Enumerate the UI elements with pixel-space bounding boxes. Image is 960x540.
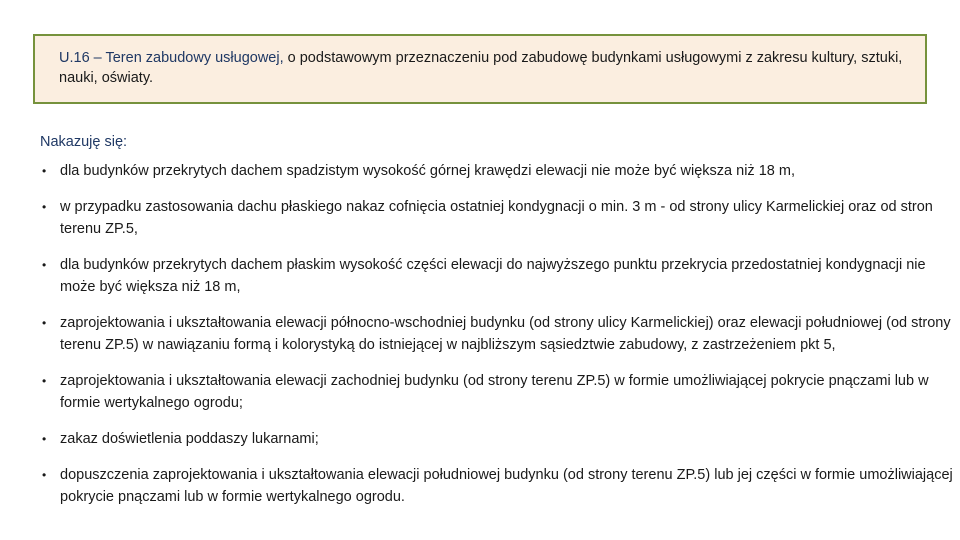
bullet-icon: • <box>42 432 47 446</box>
list-item-text: dla budynków przekrytych dachem spadzistym wysokość górnej krawędzi elewacji nie może być większa niż 18 m, <box>60 163 795 179</box>
list-item <box>40 160 955 182</box>
section-heading: Nakazuję się: <box>40 134 128 150</box>
bullet-icon: • <box>42 164 47 178</box>
zone-description: o podstawowym przeznaczeniu pod zabudowę budynkami usługowymi z zakresu kultury, sztuki, nauki, oświaty. <box>59 50 903 86</box>
list-item-text: zakaz doświetlenia poddaszy lukarnami; <box>60 431 319 447</box>
requirements-list <box>40 160 955 522</box>
list-item <box>40 254 955 298</box>
list-item <box>40 196 955 240</box>
bullet-icon: • <box>42 258 47 272</box>
zone-definition-box <box>33 34 927 104</box>
list-item-text: zaprojektowania i ukształtowania elewacji północno-wschodniej budynku (od strony ulicy Karmelickiej) oraz elewacji południowej (od strony terenu ZP.5) w nawiązaniu formą i kolorystyką do istniejącej w najbliższym sąsiedztwie zabudowy, z zastrzeżeniem pkt 5, <box>60 315 951 353</box>
list-item <box>40 312 955 356</box>
list-item-text: dla budynków przekrytych dachem płaskim wysokość części elewacji do najwyższego punktu przekrycia przedostatniej kondygnacji nie może być większa niż 18 m, <box>60 257 926 295</box>
list-item-text: w przypadku zastosowania dachu płaskiego nakaz cofnięcia ostatniej kondygnacji o min. 3 m - od strony ulicy Karmelickiej oraz od stron terenu ZP.5, <box>60 199 933 237</box>
list-item <box>40 428 955 450</box>
list-item-text: dopuszczenia zaprojektowania i ukształtowania elewacji południowej budynku (od strony terenu ZP.5) lub jej części w formie umożliwiającej pokrycie pnączami lub w formie wertykalnego ogrodu. <box>60 467 953 505</box>
bullet-icon: • <box>42 200 47 214</box>
bullet-icon: • <box>42 468 47 482</box>
bullet-icon: • <box>42 316 47 330</box>
zone-label: U.16 – Teren zabudowy usługowej, <box>59 50 284 66</box>
list-item-text: zaprojektowania i ukształtowania elewacji zachodniej budynku (od strony terenu ZP.5) w formie umożliwiającej pokrycie pnączami lub w formie wertykalnego ogrodu; <box>60 373 929 411</box>
list-item <box>40 464 955 508</box>
list-item <box>40 370 955 414</box>
bullet-icon: • <box>42 374 47 388</box>
